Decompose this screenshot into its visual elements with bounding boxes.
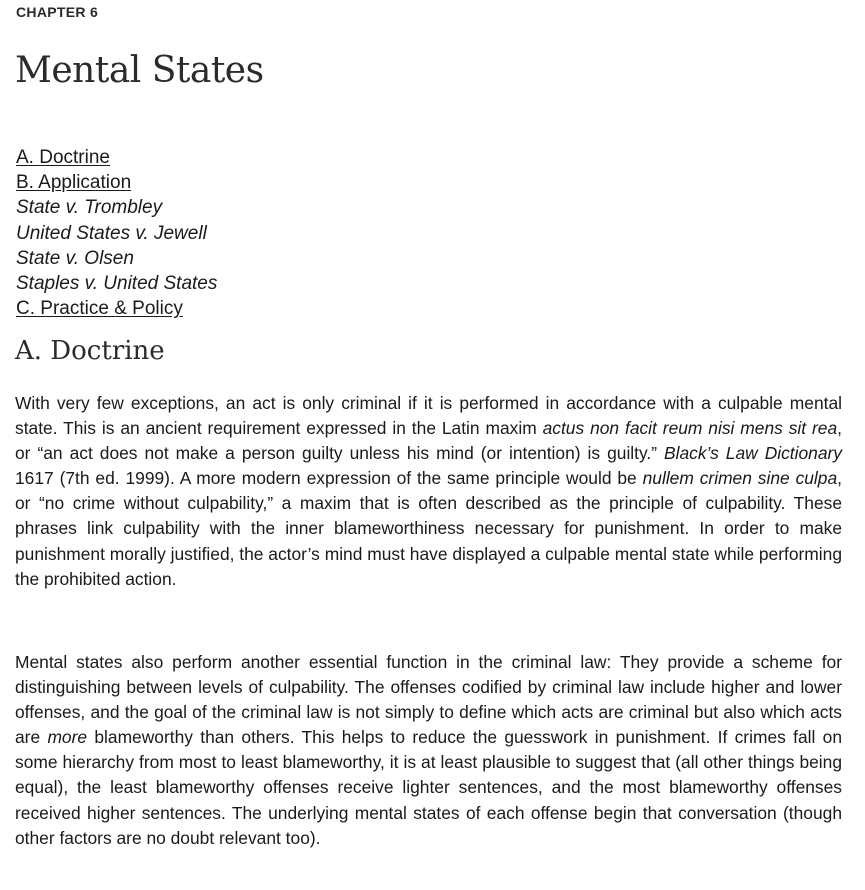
page-title: Mental States [15,50,264,91]
paragraph-text: , or “no crime without culpability,” a maxim that is often described as the principle of culpability. These phrases link culpability with the inner blameworthiness necessary for punishment. In order to make punishment morally justified, the actor’s mind must have displayed a culpable mental state while performing the prohibited action. [15,468,842,589]
toc-case-olsen: State v. Olsen [16,247,134,269]
table-of-contents [16,145,217,321]
paragraph-text: Mental states also perform another essential function in the criminal law: They provide a scheme for distinguishing between levels of culpability. The offenses codified by criminal law include higher and lower offenses, and the goal of the criminal law is not simply to define which acts are criminal but also which acts are [15,652,842,748]
toc-item-practice-policy[interactable] [16,296,217,321]
toc-case-staples: Staples v. United States [16,273,218,295]
doctrine-paragraph-2 [15,650,842,851]
emphasis-more: more [47,727,88,748]
chapter-label: CHAPTER 6 [16,4,99,20]
paragraph-text: blameworthy than others. This helps to reduce the guesswork in punishment. If crimes fall on some hierarchy from most to least blameworthy, it is at least plausible to suggest that (all other things being equal), the least blameworthy offenses receive lighter sentences, and the most blameworthy offenses received higher sentences. The underlying mental states of each offense begin that conversation (though other factors are no doubt relevant too). [15,727,842,848]
toc-case-trombley: State v. Trombley [16,197,163,219]
toc-link-doctrine[interactable]: A. Doctrine [16,147,110,168]
toc-link-application[interactable]: B. Application [16,172,132,194]
latin-maxim-actus: actus non facit reum nisi mens sit rea [542,418,838,439]
paragraph-text: With very few exceptions, an act is only criminal if it is performed in accordance with a culpable mental state. This is an ancient requirement expressed in the Latin maxim [15,393,842,439]
doctrine-paragraph-1 [15,391,842,592]
latin-maxim-nullem: nullem crimen sine culpa [642,468,838,489]
toc-item-application[interactable] [16,170,217,195]
toc-link-practice-policy[interactable]: C. Practice & Policy [16,298,183,320]
toc-case-jewell: United States v. Jewell [16,222,207,244]
citation-blacks-law: Black’s Law Dictionary [664,443,843,464]
toc-item-doctrine[interactable] [16,145,217,170]
paragraph-text: , or “an act does not make a person guilty unless his mind (or intention) is guilty.” [15,418,842,464]
paragraph-text: 1617 (7th ed. 1999). A more modern expression of the same principle would be [15,468,643,489]
section-heading-doctrine: A. Doctrine [15,336,165,366]
